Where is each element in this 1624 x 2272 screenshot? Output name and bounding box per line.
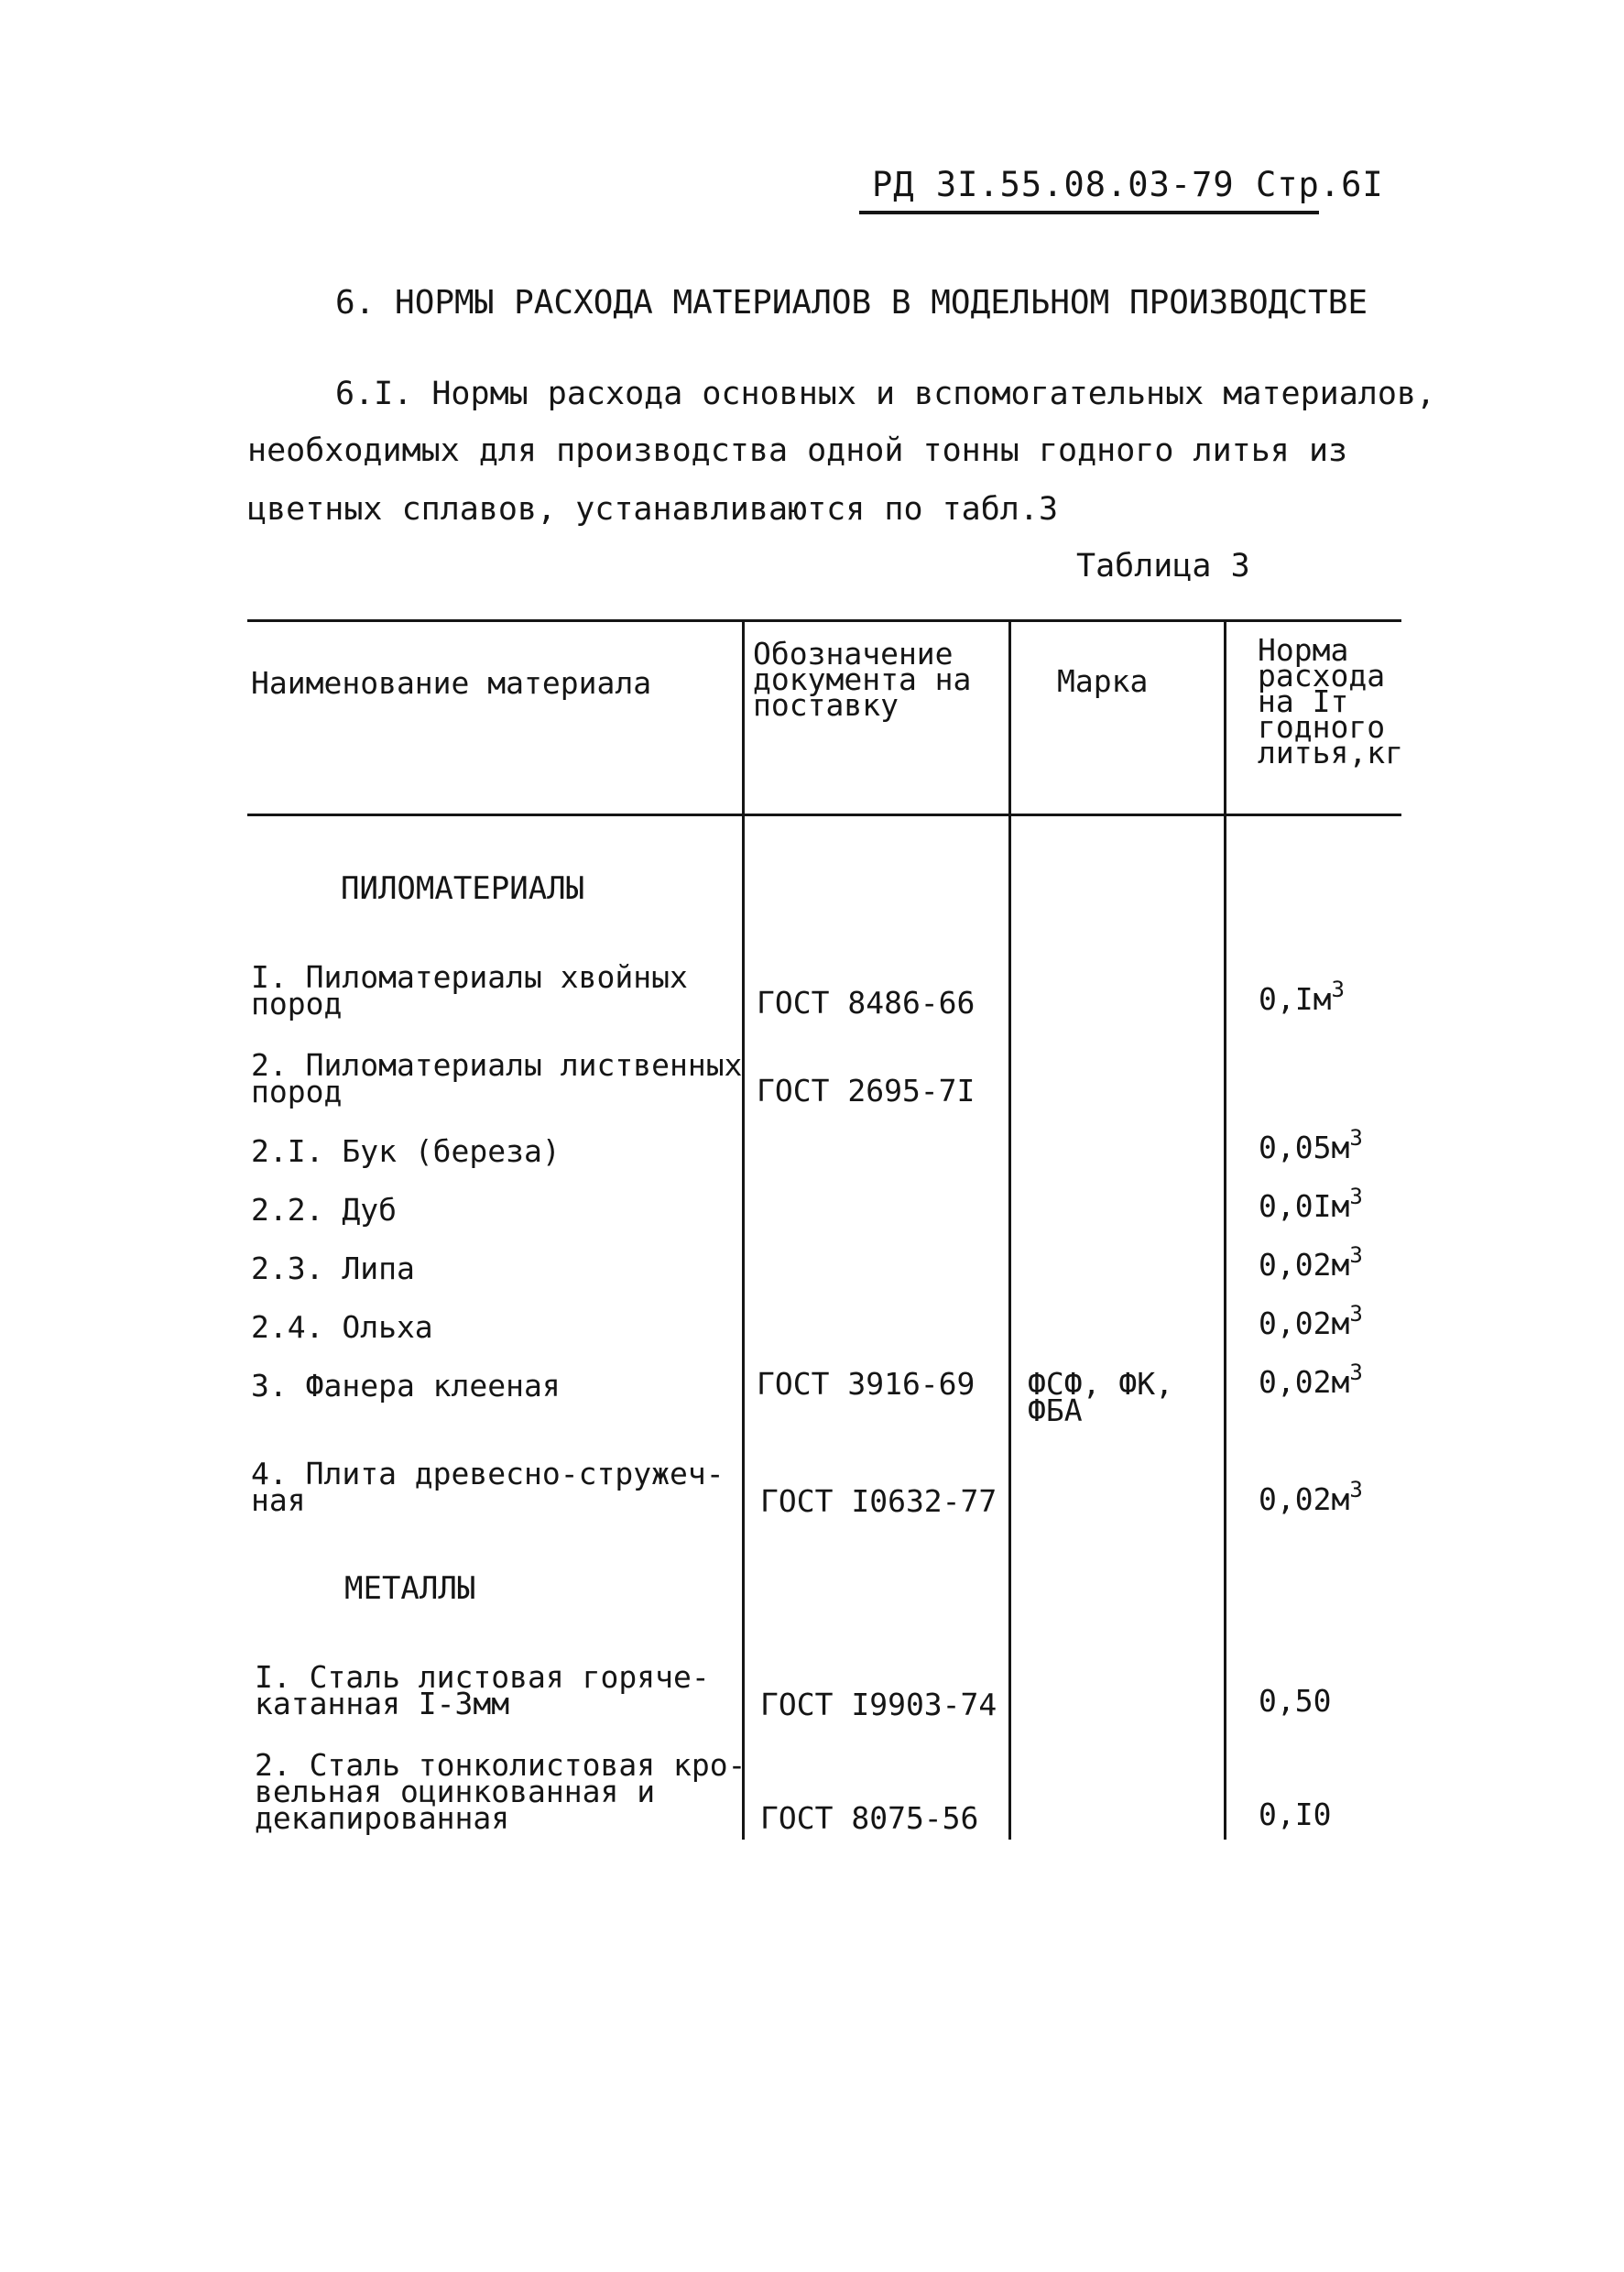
column-divider-2 xyxy=(1008,621,1011,1840)
table-row-norm: $0,02м^3$ xyxy=(1259,1301,1363,1341)
column-header-grade: Марка xyxy=(1057,663,1149,699)
table-row-norm: $0,02м^3$ xyxy=(1259,1477,1363,1517)
paragraph-line-1: 6.I. Нормы расхода основных и вспомогательных материалов, xyxy=(335,376,1436,412)
table-row-document: ГОСТ I9903-74 xyxy=(760,1687,997,1722)
table-header-rule xyxy=(247,814,1401,816)
group-heading-metals: МЕТАЛЛЫ xyxy=(344,1570,476,1607)
table-row-name: I. Пиломатериалы хвойных пород xyxy=(251,959,688,1021)
document-reference: РД 3I.55.08.03-79 Стр.6I xyxy=(872,165,1384,204)
table-caption: Таблица 3 xyxy=(1076,548,1250,584)
table-row-norm: $0,0Iм^3$ xyxy=(1259,1184,1363,1224)
paragraph-line-2: необходимых для производства одной тонны годного литья из xyxy=(247,432,1348,469)
table-row-norm: $0,02м^3$ xyxy=(1259,1360,1363,1400)
table-row-name: 2.I. Бук (береза) xyxy=(251,1133,561,1169)
table-row-norm: $0,02м^3$ xyxy=(1259,1242,1363,1283)
paragraph-line-3: цветных сплавов, устанавливаются по табл.3 xyxy=(247,491,1059,528)
table-top-rule xyxy=(247,619,1401,622)
table-row-name: 2. Сталь тонколистовая кро- вельная оцинкованная и декапированная xyxy=(255,1747,747,1836)
column-header-norm: Норма расхода на Iт годного литья,кг xyxy=(1258,632,1403,770)
group-heading-lumber: ПИЛОМАТЕРИАЛЫ xyxy=(341,870,585,907)
column-divider-1 xyxy=(742,621,745,1840)
table-row-name: 2. Пиломатериалы лиственных пород xyxy=(251,1047,743,1109)
table-row-grade: ФСФ, ФК, ФБА xyxy=(1028,1366,1173,1428)
table-row-name: 3. Фанера клееная xyxy=(251,1368,561,1404)
section-heading: 6. НОРМЫ РАСХОДА МАТЕРИАЛОВ В МОДЕЛЬНОМ ПРОИЗВОДСТВЕ xyxy=(335,284,1368,322)
table-row-name: I. Сталь листовая горяче- катанная I-3мм xyxy=(255,1659,710,1721)
table-row-norm: $0,05м^3$ xyxy=(1259,1125,1363,1165)
column-divider-3 xyxy=(1224,621,1226,1840)
header-underline xyxy=(859,211,1319,214)
table-row-norm: 0,I0 xyxy=(1259,1797,1332,1832)
table-row-norm: $0,Iм^3$ xyxy=(1259,977,1345,1017)
table-row-name: 2.2. Дуб xyxy=(251,1192,397,1228)
table-row-document: ГОСТ I0632-77 xyxy=(760,1483,997,1519)
table-row-document: ГОСТ 8075-56 xyxy=(760,1800,979,1836)
column-header-document: Обозначение документа на поставку xyxy=(753,636,972,723)
table-row-name: 2.3. Липа xyxy=(251,1251,415,1286)
table-row-name: 4. Плита древесно-стружеч- ная xyxy=(251,1456,725,1518)
table-row-document: ГОСТ 2695-7I xyxy=(757,1073,975,1109)
table-row-document: ГОСТ 8486-66 xyxy=(757,985,975,1021)
table-row-document: ГОСТ 3916-69 xyxy=(757,1366,975,1402)
table-row-norm: 0,50 xyxy=(1259,1683,1332,1719)
column-header-name: Наименование материала xyxy=(251,665,652,701)
table-row-name: 2.4. Ольха xyxy=(251,1309,433,1345)
